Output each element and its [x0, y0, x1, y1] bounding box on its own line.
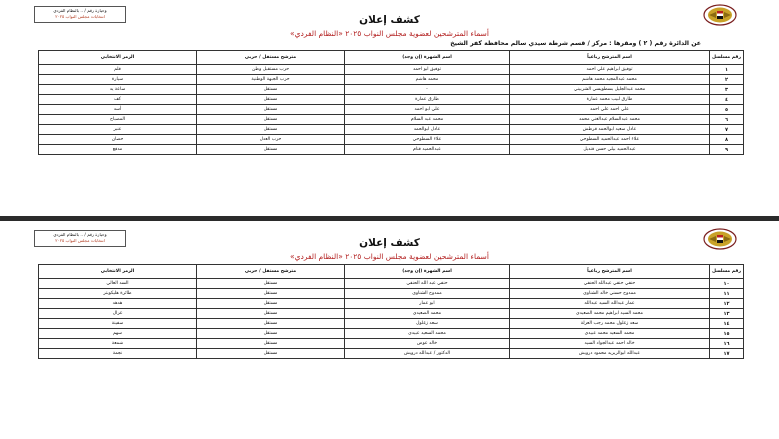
affiliation-cell: مستقل [197, 339, 345, 349]
full-name-cell: محمد السيد ابراهيم محمد الصعيدي [510, 309, 710, 319]
header-symbol: الرمز الانتخابي [39, 265, 197, 279]
table-row [39, 135, 744, 145]
nickname-cell: سعد زغلول [345, 319, 510, 329]
serial-cell: ١٦ [710, 339, 744, 349]
full-name-cell: عبدالحميد بيلي حسن قنديل [510, 145, 710, 155]
affiliation-cell: مستقل [197, 105, 345, 115]
full-name-cell: حنفي حنفي عبدالله الحنفي [510, 279, 710, 289]
affiliation-cell: مستقل [197, 279, 345, 289]
header-serial: رقم مسلسل [710, 51, 744, 65]
table-row [39, 349, 744, 359]
serial-cell: ٨ [710, 135, 744, 145]
full-name-cell: محمد السعيد محمد عبيدي [510, 329, 710, 339]
serial-cell: ٩ [710, 145, 744, 155]
serial-cell: ١٧ [710, 349, 744, 359]
full-name-cell: توفيق ابراهيم علي احمد [510, 65, 710, 75]
nickname-cell: محمد السعيد عبيدي [345, 329, 510, 339]
symbol-cell: شمعة [39, 339, 197, 349]
header-nickname: اسم الشهرة (إن وجد) [345, 51, 510, 65]
full-name-cell: عبدالله ابوالريزيد محمود درويش [510, 349, 710, 359]
page-title: كشف إعلان [359, 237, 420, 249]
table-row [39, 115, 744, 125]
table-row [39, 319, 744, 329]
symbol-cell: السد العالي [39, 279, 197, 289]
nickname-cell: علاء السطوحي [345, 135, 510, 145]
symbol-cell: ساعة يد [39, 85, 197, 95]
symbol-cell: عنبر [39, 125, 197, 135]
symbol-cell: المصباح [39, 115, 197, 125]
table-row [39, 289, 744, 299]
affiliation-cell: مستقل [197, 125, 345, 135]
affiliation-cell: مستقل [197, 349, 345, 359]
table-row [39, 339, 744, 349]
serial-cell: ٣ [710, 85, 744, 95]
affiliation-cell: مستقل [197, 145, 345, 155]
candidates-table [38, 50, 744, 155]
nickname-cell: محمد عبد السلام [345, 115, 510, 125]
symbol-cell: سيارة [39, 75, 197, 85]
nickname-cell: محمد هاشم [345, 75, 510, 85]
nickname-cell: علي ابو احمد [345, 105, 510, 115]
header-serial: رقم مسلسل [710, 265, 744, 279]
affiliation-cell: حزب الجبهة الوطنية [197, 75, 345, 85]
symbol-cell: نجمة [39, 349, 197, 359]
nickname-cell: الدكتور / عبدالله درويش [345, 349, 510, 359]
stamp-line: وحيازة رقم / .. بالنظام الفردي [53, 8, 107, 13]
serial-cell: ٥ [710, 105, 744, 115]
symbol-cell: هدهد [39, 299, 197, 309]
serial-cell: ١٣ [710, 309, 744, 319]
table-row [39, 75, 744, 85]
symbol-cell: سهم [39, 329, 197, 339]
table-row [39, 105, 744, 115]
page-subtitle: أسماء المترشحين لعضوية مجلس النواب ٢٠٢٥ «النظام الفردي» [290, 29, 489, 38]
nickname-cell: عبدالحميد قنام [345, 145, 510, 155]
affiliation-cell: مستقل [197, 289, 345, 299]
serial-cell: ٧ [710, 125, 744, 135]
affiliation-cell: مستقل [197, 299, 345, 309]
district-line: عن الدائرة رقم ( ٢ ) ومقرها : مركز / قسم شرطة سيدي سالم محافظة كفر الشيخ [450, 40, 701, 47]
full-name-cell: طارق لبيب محمد عمارة [510, 95, 710, 105]
nickname-cell: توفيق ابو احمد [345, 65, 510, 75]
full-name-cell: سعد زغلول محمد رجب العزلة [510, 319, 710, 329]
symbol-cell: قلم [39, 65, 197, 75]
nickname-cell: خالد عوض [345, 339, 510, 349]
full-name-cell: محمد عبدالجليل بسطويسي الشربيني [510, 85, 710, 95]
table-row [39, 309, 744, 319]
symbol-cell: كف [39, 95, 197, 105]
header-affiliation: مترشح مستقل / حزبي [197, 265, 345, 279]
full-name-cell: محمد عبدالمجيد محمد هاشم [510, 75, 710, 85]
serial-cell: ١٥ [710, 329, 744, 339]
table-row [39, 65, 744, 75]
nickname-cell: عادل ابوالحمد [345, 125, 510, 135]
table-row [39, 279, 744, 289]
header-full-name: اسم المترشح رباعياً [510, 51, 710, 65]
symbol-cell: حصان [39, 135, 197, 145]
serial-cell: ٢ [710, 75, 744, 85]
serial-cell: ١٠ [710, 279, 744, 289]
serial-cell: ٦ [710, 115, 744, 125]
candidates-table [38, 264, 744, 359]
symbol-cell: أسد [39, 105, 197, 115]
nickname-cell: حنفي عبد الله الحنفي [345, 279, 510, 289]
affiliation-cell: مستقل [197, 319, 345, 329]
symbol-cell: مدفع [39, 145, 197, 155]
affiliation-cell: مستقل [197, 329, 345, 339]
announcement-sheet-1 [30, 0, 749, 210]
full-name-cell: ممدوح حسني خالد الشناوي [510, 289, 710, 299]
table-row [39, 85, 744, 95]
stamp-line: انتخابات مجلس النواب ٢٠٢٥ [55, 237, 105, 243]
table-row [39, 329, 744, 339]
affiliation-cell: مستقل [197, 85, 345, 95]
full-name-cell: عمار عبدالله السيد عبدالله [510, 299, 710, 309]
announcement-sheet-2 [30, 224, 749, 439]
symbol-cell: طائرة هليكوبتر [39, 289, 197, 299]
table-header-row [39, 51, 744, 65]
stamp-line: وحيازة رقم / .. بالنظام الفردي [53, 232, 107, 237]
serial-cell: ١١ [710, 289, 744, 299]
table-row [39, 299, 744, 309]
full-name-cell: خالد احمد عبدالجواد السيد [510, 339, 710, 349]
table-row [39, 145, 744, 155]
serial-cell: ١ [710, 65, 744, 75]
table-row [39, 95, 744, 105]
nickname-cell: ابو عمار [345, 299, 510, 309]
affiliation-cell: مستقل [197, 95, 345, 105]
table-header-row [39, 265, 744, 279]
full-name-cell: علاء احمد عبدالحميد السطوحي [510, 135, 710, 145]
serial-cell: ١٤ [710, 319, 744, 329]
header-affiliation: مترشح مستقل / حزبي [197, 51, 345, 65]
header-nickname: اسم الشهرة (إن وجد) [345, 265, 510, 279]
affiliation-cell: مستقل [197, 115, 345, 125]
stamp-line: انتخابات مجلس النواب ٢٠٢٥ [55, 13, 105, 19]
symbol-cell: غزال [39, 309, 197, 319]
header-symbol: الرمز الانتخابي [39, 51, 197, 65]
page-divider [0, 216, 779, 221]
table-row [39, 125, 744, 135]
affiliation-cell: حزب العدل [197, 135, 345, 145]
affiliation-cell: مستقل [197, 309, 345, 319]
page-subtitle: أسماء المترشحين لعضوية مجلس النواب ٢٠٢٥ «النظام الفردي» [290, 252, 489, 261]
page-title: كشف إعلان [359, 14, 420, 26]
serial-cell: ١٢ [710, 299, 744, 309]
full-name-cell: عادل سعيد ابوالحمد قرطش [510, 125, 710, 135]
affiliation-cell: حزب مستقبل وطن [197, 65, 345, 75]
full-name-cell: محمد عبدالسلام عبدالغني محمد [510, 115, 710, 125]
symbol-cell: سفينة [39, 319, 197, 329]
nickname-cell: محمد الصعيدي [345, 309, 510, 319]
nickname-cell: - [345, 85, 510, 95]
serial-cell: ٤ [710, 95, 744, 105]
nickname-cell: طارق عمارة [345, 95, 510, 105]
full-name-cell: علي احمد علي احمد [510, 105, 710, 115]
nickname-cell: ممدوح الشناوي [345, 289, 510, 299]
header-full-name: اسم المترشح رباعياً [510, 265, 710, 279]
